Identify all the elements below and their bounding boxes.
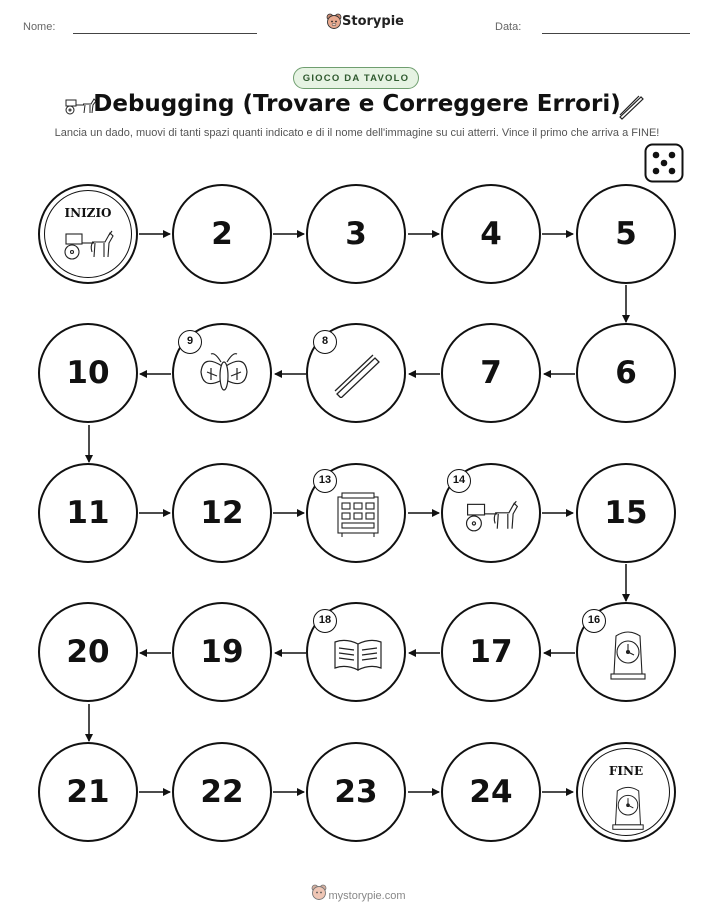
footer-url[interactable]: mystorypie.com: [328, 890, 406, 902]
board-cell-22[interactable]: 22: [172, 742, 272, 842]
board-cell-2[interactable]: 2: [172, 184, 272, 284]
category-badge: GIOCO DA TAVOLO: [293, 67, 419, 89]
board-cell-start[interactable]: [38, 184, 138, 284]
cell-number-tag: 13: [313, 469, 337, 493]
board-cell-17[interactable]: 17: [441, 602, 541, 702]
brand-name: Storypie: [342, 14, 404, 29]
board-cell-6[interactable]: 6: [576, 323, 676, 423]
board-cell-23[interactable]: 23: [306, 742, 406, 842]
carriage-icon: [62, 228, 118, 262]
board-cell-21[interactable]: 21: [38, 742, 138, 842]
board-cell-10[interactable]: 10: [38, 323, 138, 423]
clock-icon: [608, 626, 648, 682]
cell-number-tag: 16: [582, 609, 606, 633]
board-cell-11[interactable]: 11: [38, 463, 138, 563]
page-title: Debugging (Trovare e Correggere Errori): [93, 91, 621, 117]
board-cell-3[interactable]: 3: [306, 184, 406, 284]
board-cell-19[interactable]: 19: [172, 602, 272, 702]
board-cell-12[interactable]: 12: [172, 463, 272, 563]
moth-icon: [197, 350, 251, 400]
cell-number-tag: 14: [447, 469, 471, 493]
cell-number-tag: 8: [313, 330, 337, 354]
cell-number-tag: 9: [178, 330, 202, 354]
cell-number-tag: 18: [313, 609, 337, 633]
computer-icon: [334, 491, 382, 539]
start-label: INIZIO: [64, 206, 112, 220]
tweezers-icon: [333, 352, 383, 398]
board-cell-15[interactable]: 15: [576, 463, 676, 563]
instructions: Lancia un dado, muovi di tanti spazi quanti indicato e di il nome dell'immagine su cui atterri. Vince il primo che arriva a FINE!: [54, 127, 660, 139]
carriage-icon: [463, 498, 523, 534]
name-label: Nome:: [23, 21, 56, 33]
board-cell-24[interactable]: 24: [441, 742, 541, 842]
board-cell-5[interactable]: 5: [576, 184, 676, 284]
board-cell-7[interactable]: 7: [441, 323, 541, 423]
board-cell-4[interactable]: 4: [441, 184, 541, 284]
end-label: FINE: [608, 764, 644, 778]
board-cell-20[interactable]: 20: [38, 602, 138, 702]
date-label: Data:: [495, 21, 522, 33]
board-cell-end[interactable]: [576, 742, 676, 842]
book-icon: [332, 636, 384, 674]
clock-icon: [609, 782, 647, 832]
